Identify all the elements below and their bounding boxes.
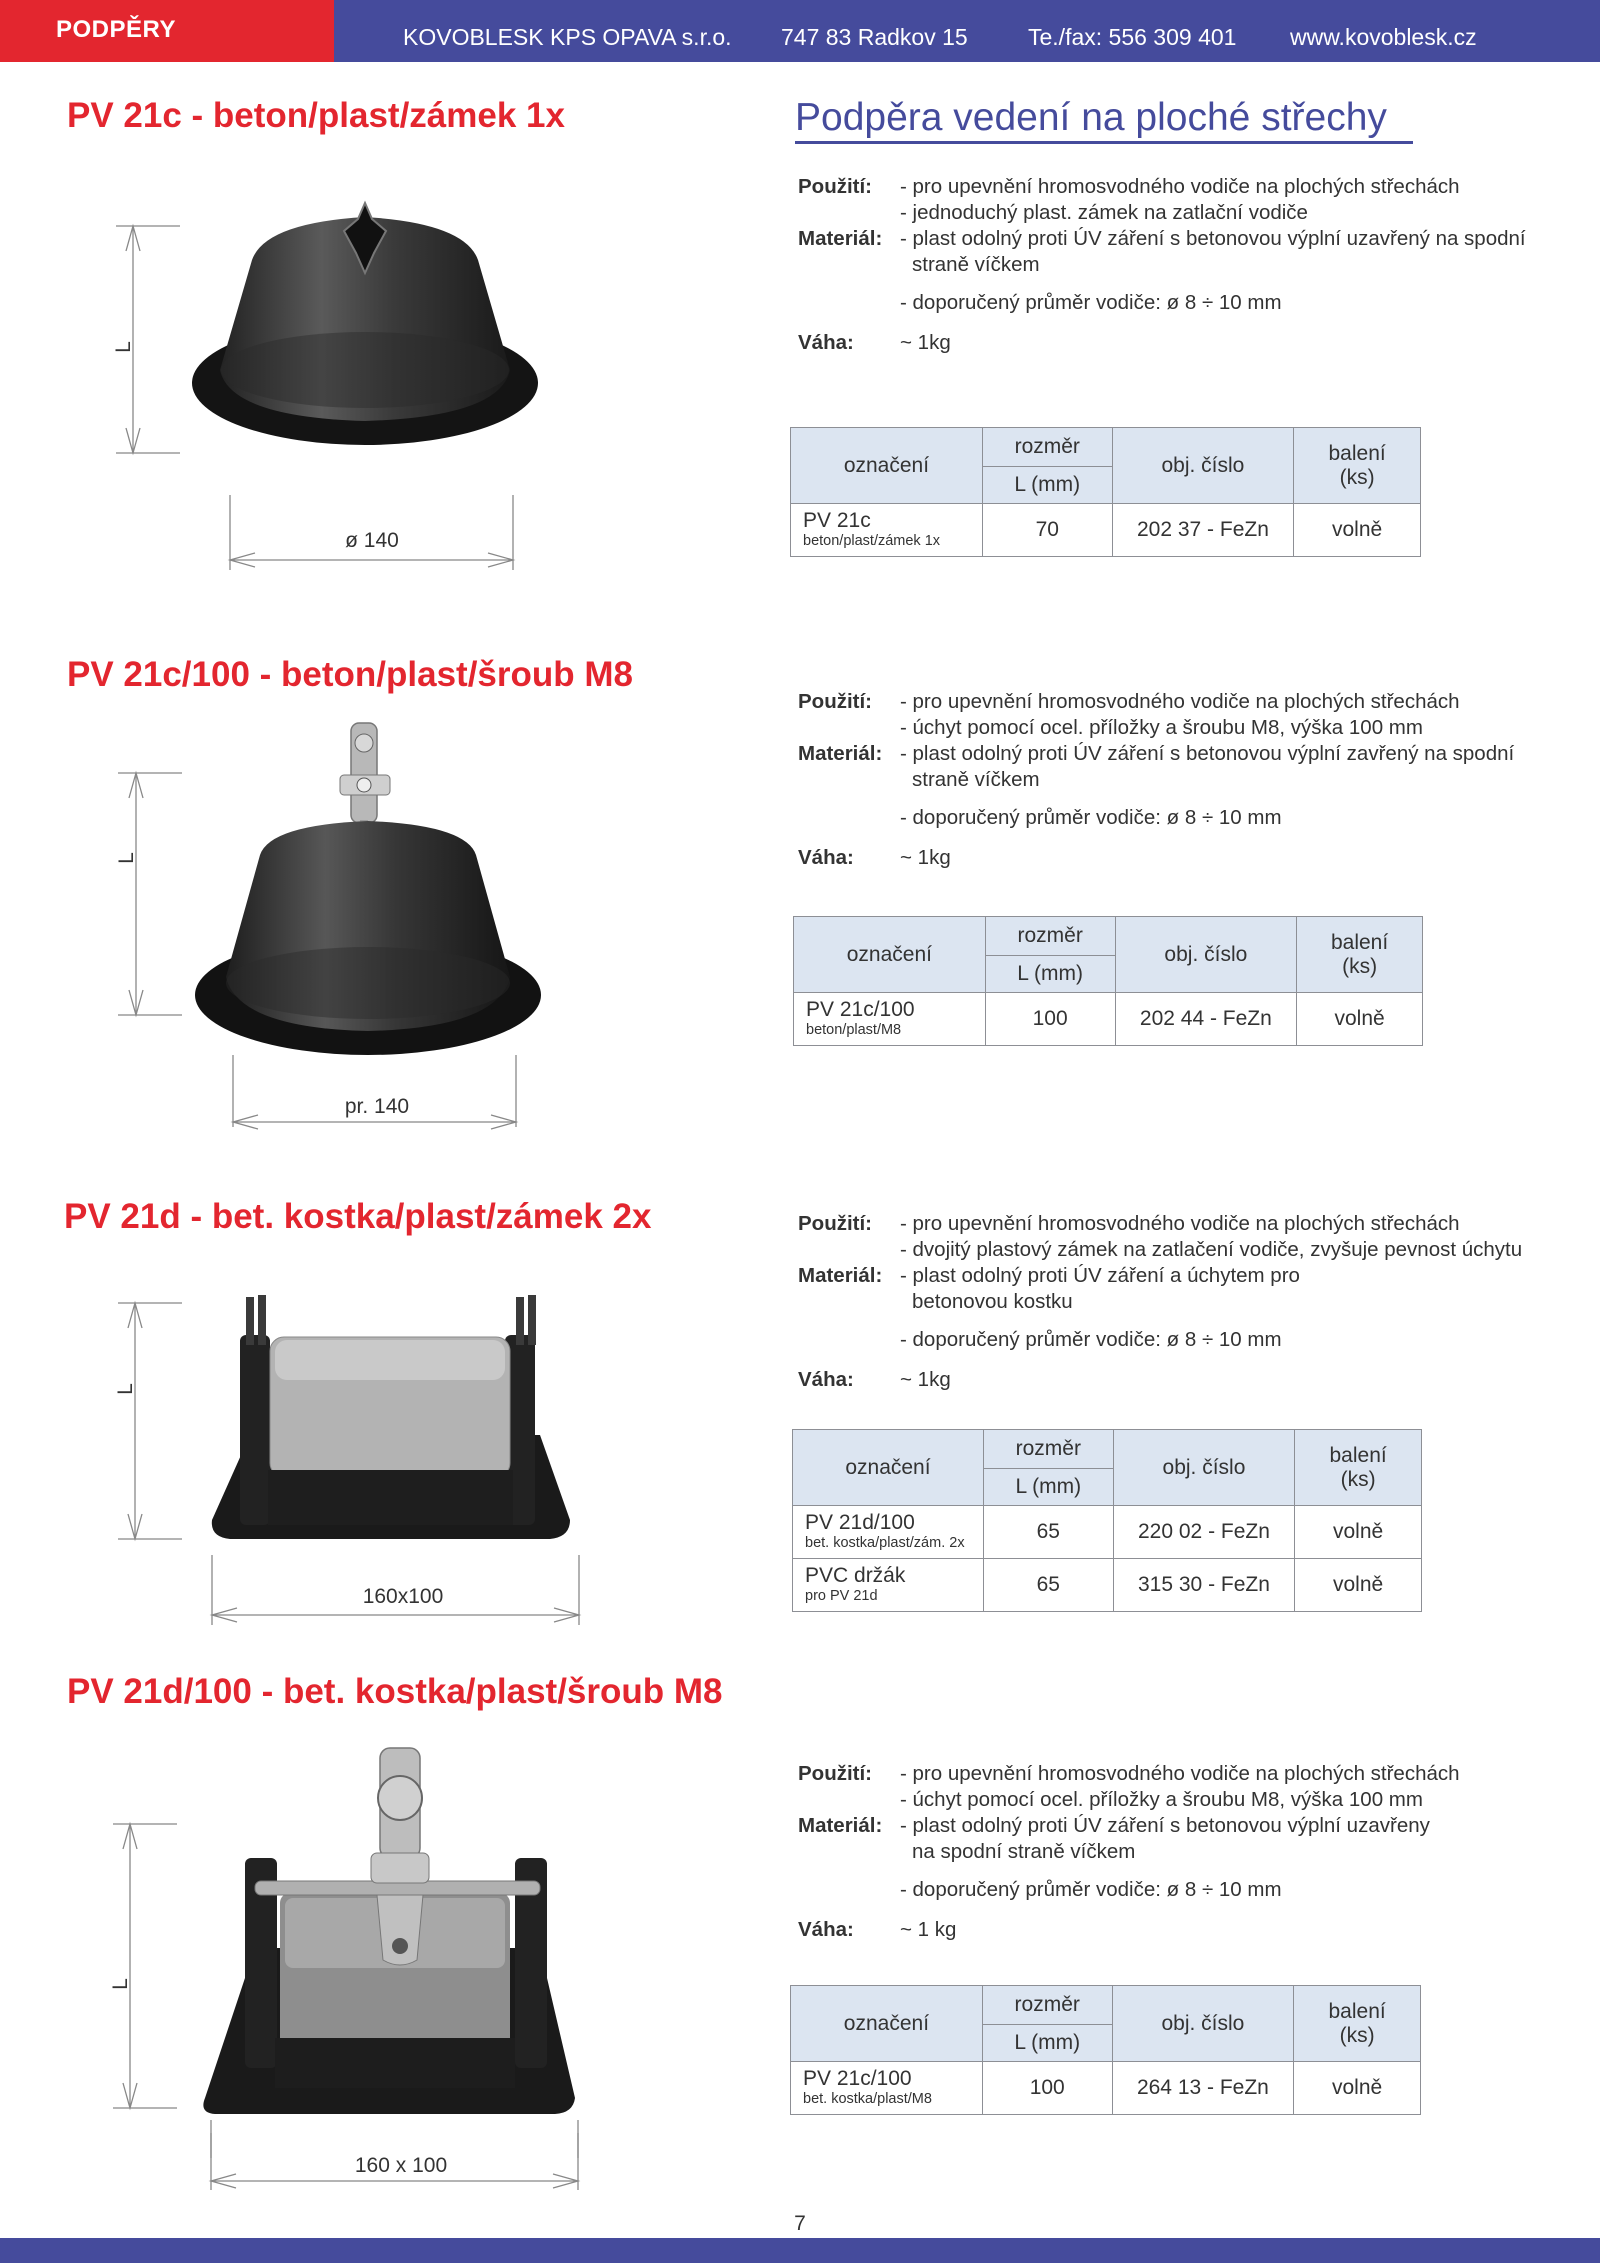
product-subtitle: beton/plast/M8 [806,1022,902,1038]
use-label: Použití: [798,1762,873,1785]
header-bar [0,0,1600,62]
weight-value: ~ 1 kg [900,1918,957,1941]
header-designation: označení [791,428,983,504]
section-title: PV 21c - beton/plast/zámek 1x [67,96,565,135]
product-name: PV 21d/100 [805,1511,915,1534]
use-line: - dvojitý plastový zámek na zatlačení vodiče, zvyšuje pevnost úchytu [900,1238,1523,1261]
weight-label: Váha: [798,331,854,354]
product-name: PVC držák [805,1564,906,1587]
description-block [798,174,1526,356]
length-cell: 65 [983,1506,1113,1559]
spec-table [790,427,1421,557]
section-title: PV 21d - bet. kostka/plast/zámek 2x [64,1197,652,1236]
use-label: Použití: [798,1212,873,1235]
table-row [793,1559,1422,1612]
material-label: Materiál: [798,742,883,765]
header-designation: označení [793,1430,984,1506]
dimension-height-label: L [115,852,138,864]
section-title: PV 21c/100 - beton/plast/šroub M8 [67,655,633,694]
use-line: - jednoduchý plast. zámek na zatlační vodiče [900,201,1308,224]
diameter-line: - doporučený průměr vodiče: ø 8 ÷ 10 mm [900,1878,1282,1901]
header-packing: balení (ks) [1297,917,1423,993]
material-line: na spodní straně víčkem [912,1840,1136,1863]
weight-label: Váha: [798,1368,854,1391]
header-website: www.kovoblesk.cz [1290,24,1477,50]
header-address: 747 83 Radkov 15 [781,24,968,50]
header-packing: balení (ks) [1294,1986,1421,2062]
dimension-width-drawing [205,2120,595,2200]
packing-cell: volně [1294,504,1421,557]
dimension-height-label: L [114,1383,137,1395]
use-line: - pro upevnění hromosvodného vodiče na plochých střechách [900,1762,1460,1785]
weight-label: Váha: [798,1918,854,1941]
spec-table [793,916,1423,1046]
packing-cell: volně [1295,1506,1422,1559]
dimension-height-label: L [109,1978,132,1990]
description-block [798,689,1514,871]
order-number-cell: 202 44 - FeZn [1115,993,1297,1046]
header-dimension: rozměr [983,1430,1113,1469]
use-label: Použití: [798,690,873,713]
use-line: - pro upevnění hromosvodného vodiče na plochých střechách [900,690,1460,713]
dimension-height-label: L [112,341,135,353]
use-label: Použití: [798,175,873,198]
dimension-width-label: pr. 140 [344,1095,410,1118]
header-length: L (mm) [985,956,1115,993]
weight-label: Váha: [798,846,854,869]
material-line: - plast odolný proti ÚV záření s betonovou výplní zavřený na spodní [900,742,1515,765]
header-order-number: obj. číslo [1112,428,1294,504]
material-line: straně víčkem [912,253,1040,276]
table-row [793,1506,1422,1559]
description-block [798,1761,1460,1943]
material-line: - plast odolný proti ÚV záření a úchytem pro [900,1264,1300,1287]
section-title: PV 21d/100 - bet. kostka/plast/šroub M8 [67,1672,723,1711]
material-label: Materiál: [798,1264,883,1287]
product-image-pv21c-100 [100,715,540,1135]
material-label: Materiál: [798,227,883,250]
table-row [794,993,1423,1046]
material-line: straně víčkem [912,768,1040,791]
header-length: L (mm) [982,2025,1112,2062]
packing-cell: volně [1294,2062,1421,2115]
length-cell: 100 [985,993,1115,1046]
length-cell: 65 [983,1559,1113,1612]
header-tab-label: PODPĚRY [56,16,176,43]
header-designation: označení [794,917,986,993]
material-line: betonovou kostku [912,1290,1073,1313]
footer-bar [0,2238,1600,2263]
product-name: PV 21c/100 [806,998,915,1021]
header-tab [0,0,334,62]
header-company: KOVOBLESK KPS OPAVA s.r.o. [403,24,732,50]
header-packing: balení (ks) [1295,1430,1422,1506]
weight-value: ~ 1kg [900,331,951,354]
product-name: PV 21c [803,509,871,532]
header-length: L (mm) [983,1469,1113,1506]
header-dimension: rozměr [985,917,1115,956]
order-number-cell: 315 30 - FeZn [1113,1559,1295,1612]
weight-value: ~ 1kg [900,846,951,869]
product-name: PV 21c/100 [803,2067,912,2090]
product-image-pv21d [100,1285,600,1630]
header-order-number: obj. číslo [1115,917,1297,993]
length-cell: 100 [982,2062,1112,2115]
use-line: - pro upevnění hromosvodného vodiče na plochých střechách [900,1212,1460,1235]
packing-cell: volně [1295,1559,1422,1612]
dimension-width-label: 160x100 [362,1585,444,1608]
header-packing: balení (ks) [1294,428,1421,504]
product-subtitle: bet. kostka/plast/M8 [803,2091,932,2107]
header-order-number: obj. číslo [1112,1986,1294,2062]
header-length: L (mm) [982,467,1112,504]
product-subtitle: beton/plast/zámek 1x [803,533,941,549]
material-label: Materiál: [798,1814,883,1837]
order-number-cell: 220 02 - FeZn [1113,1506,1295,1559]
diameter-line: - doporučený průměr vodiče: ø 8 ÷ 10 mm [900,806,1282,829]
use-line: - pro upevnění hromosvodného vodiče na plochých střechách [900,175,1460,198]
page-title: Podpěra vedení na ploché střechy [795,96,1387,139]
page-number: 7 [794,2212,806,2235]
header-designation: označení [791,1986,983,2062]
spec-table [790,1985,1421,2115]
material-line: - plast odolný proti ÚV záření s betonovou výplní uzavřený na spodní [900,227,1526,250]
order-number-cell: 264 13 - FeZn [1112,2062,1294,2115]
spec-table [792,1429,1422,1612]
product-subtitle: bet. kostka/plast/zám. 2x [805,1535,965,1551]
length-cell: 70 [982,504,1112,557]
page-title-underline [795,141,1413,144]
header-order-number: obj. číslo [1113,1430,1295,1506]
material-line: - plast odolný proti ÚV záření s betonovou výplní uzavřeny [900,1814,1430,1837]
order-number-cell: 202 37 - FeZn [1112,504,1294,557]
weight-value: ~ 1kg [900,1368,951,1391]
table-row [791,2062,1421,2115]
product-image-pv21c [100,195,540,580]
use-line: - úchyt pomocí ocel. příložky a šroubu M8, výška 100 mm [900,1788,1423,1811]
header-dimension: rozměr [982,1986,1112,2025]
header-phone: Te./fax: 556 309 401 [1028,24,1237,50]
diameter-line: - doporučený průměr vodiče: ø 8 ÷ 10 mm [900,1328,1282,1351]
product-image-pv21d-100 [95,1738,595,2158]
table-row [791,504,1421,557]
description-block [798,1211,1522,1393]
use-line: - úchyt pomocí ocel. příložky a šroubu M8, výška 100 mm [900,716,1423,739]
diameter-line: - doporučený průměr vodiče: ø 8 ÷ 10 mm [900,291,1282,314]
dimension-width-label: ø 140 [345,529,399,552]
packing-cell: volně [1297,993,1423,1046]
product-subtitle: pro PV 21d [805,1588,878,1604]
header-dimension: rozměr [982,428,1112,467]
dimension-width-label: 160 x 100 [354,2154,448,2177]
